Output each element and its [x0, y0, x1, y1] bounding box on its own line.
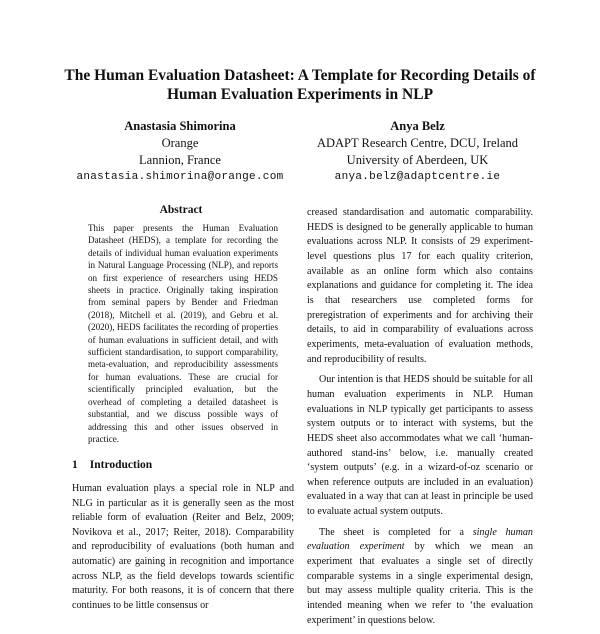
section-heading-introduction	[72, 459, 292, 471]
author-block-2	[305, 118, 530, 186]
author-name: Anastasia Shimorina	[124, 119, 236, 133]
author-block-1	[70, 118, 290, 186]
author-location: Lannion, France	[139, 153, 221, 167]
right-paragraph-3-emphasis: single human evaluation experiment	[307, 526, 533, 553]
abstract-text: This paper presents the Human Evaluation Datasheet (HEDS), a template for recording the details of individual human evaluation experiments in Natural Language Processing (NLP), and reports on first experience of researchers using HEDS sheets in practice. Originally taking inspiration from seminal papers by Bender and Friedman (2018), Mitchell et al. (2019), and Gebru et al. (2020), HEDS facilitates the recording of properties of human evaluations in sufficient detail, and with sufficient standardisation, to support comparability, meta-evaluation, and reproducibility assessments for human evaluations. These are crucial for scientifically principled evaluation, but the overhead of completing a detailed datasheet is substantial, and we discuss possible ways of addressing this and other issues observed in practice.	[88, 223, 278, 444]
abstract-heading: Abstract	[159, 204, 203, 216]
author-email: anya.belz@adaptcentre.ie	[334, 171, 501, 183]
right-paragraph-1: creased standardisation and automatic comparability. HEDS is designed to be generally applicable to human evaluations across NLP. It consists of 29 experiment-level questions plus 17 for each quality criterion, available as an online form which also contains explanations and guidance for completing it. The idea is that researchers use completed forms for preregistration of experiments and for archiving their details, to aid in comparability of evaluations across experiments, meta-evaluation of evaluation methods, and reproducibility of results.	[307, 207, 533, 365]
author-affiliation-2: University of Aberdeen, UK	[346, 153, 489, 167]
right-paragraph-3	[307, 526, 533, 629]
author-email: anastasia.shimorina@orange.com	[76, 171, 284, 183]
section-title: Introduction	[89, 459, 153, 471]
author-affiliation: ADAPT Research Centre, DCU, Ireland	[316, 136, 519, 150]
author-affiliation: Orange	[161, 136, 199, 150]
section-number: 1	[72, 459, 78, 471]
paper-title	[40, 66, 560, 104]
intro-paragraph-left: Human evaluation plays a special role in NLP and NLG in particular as it is generally seen as the most reliable form of evaluation (Reiter and Belz, 2009; Novikova et al., 2017; Reiter, 2018). Comparability and reproducibility of evaluations (both human and automatic) are gaining in recognition and importance across NLP, as the field develops towards scientific maturity. For both reasons, it is of concern that there continues to be little consensus or	[72, 483, 294, 611]
title-line-1: The Human Evaluation Datasheet: A Template for Recording Details of	[64, 67, 536, 84]
author-name: Anya Belz	[390, 119, 445, 133]
right-paragraph-2: Our intention is that HEDS should be suitable for all human evaluation experiments in NLP. Human evaluations in NLP typically get participants to assess system outputs or to interact with systems, but the HEDS sheet also accommodates what we call ‘human-authored stand-ins’ below, i.e. manually created ‘system outputs’ (e.g. in a wizard-of-oz scenario or when reference outputs are included in an evaluation) evaluated in a way that can at least in principle be used to evaluate actual system outputs.	[307, 374, 533, 518]
right-paragraph-3-start: The sheet is completed for a	[319, 526, 473, 538]
right-column	[307, 206, 533, 634]
title-line-2: Human Evaluation Experiments in NLP	[166, 86, 434, 103]
right-paragraph-3-end: by which we mean an experiment that evaluates a single set of directly comparable systems in a single experimental design, but may assess multiple quality criteria. This is the intended meaning when we refer to ‘the evaluation experiment’ in questions below.	[307, 541, 533, 626]
